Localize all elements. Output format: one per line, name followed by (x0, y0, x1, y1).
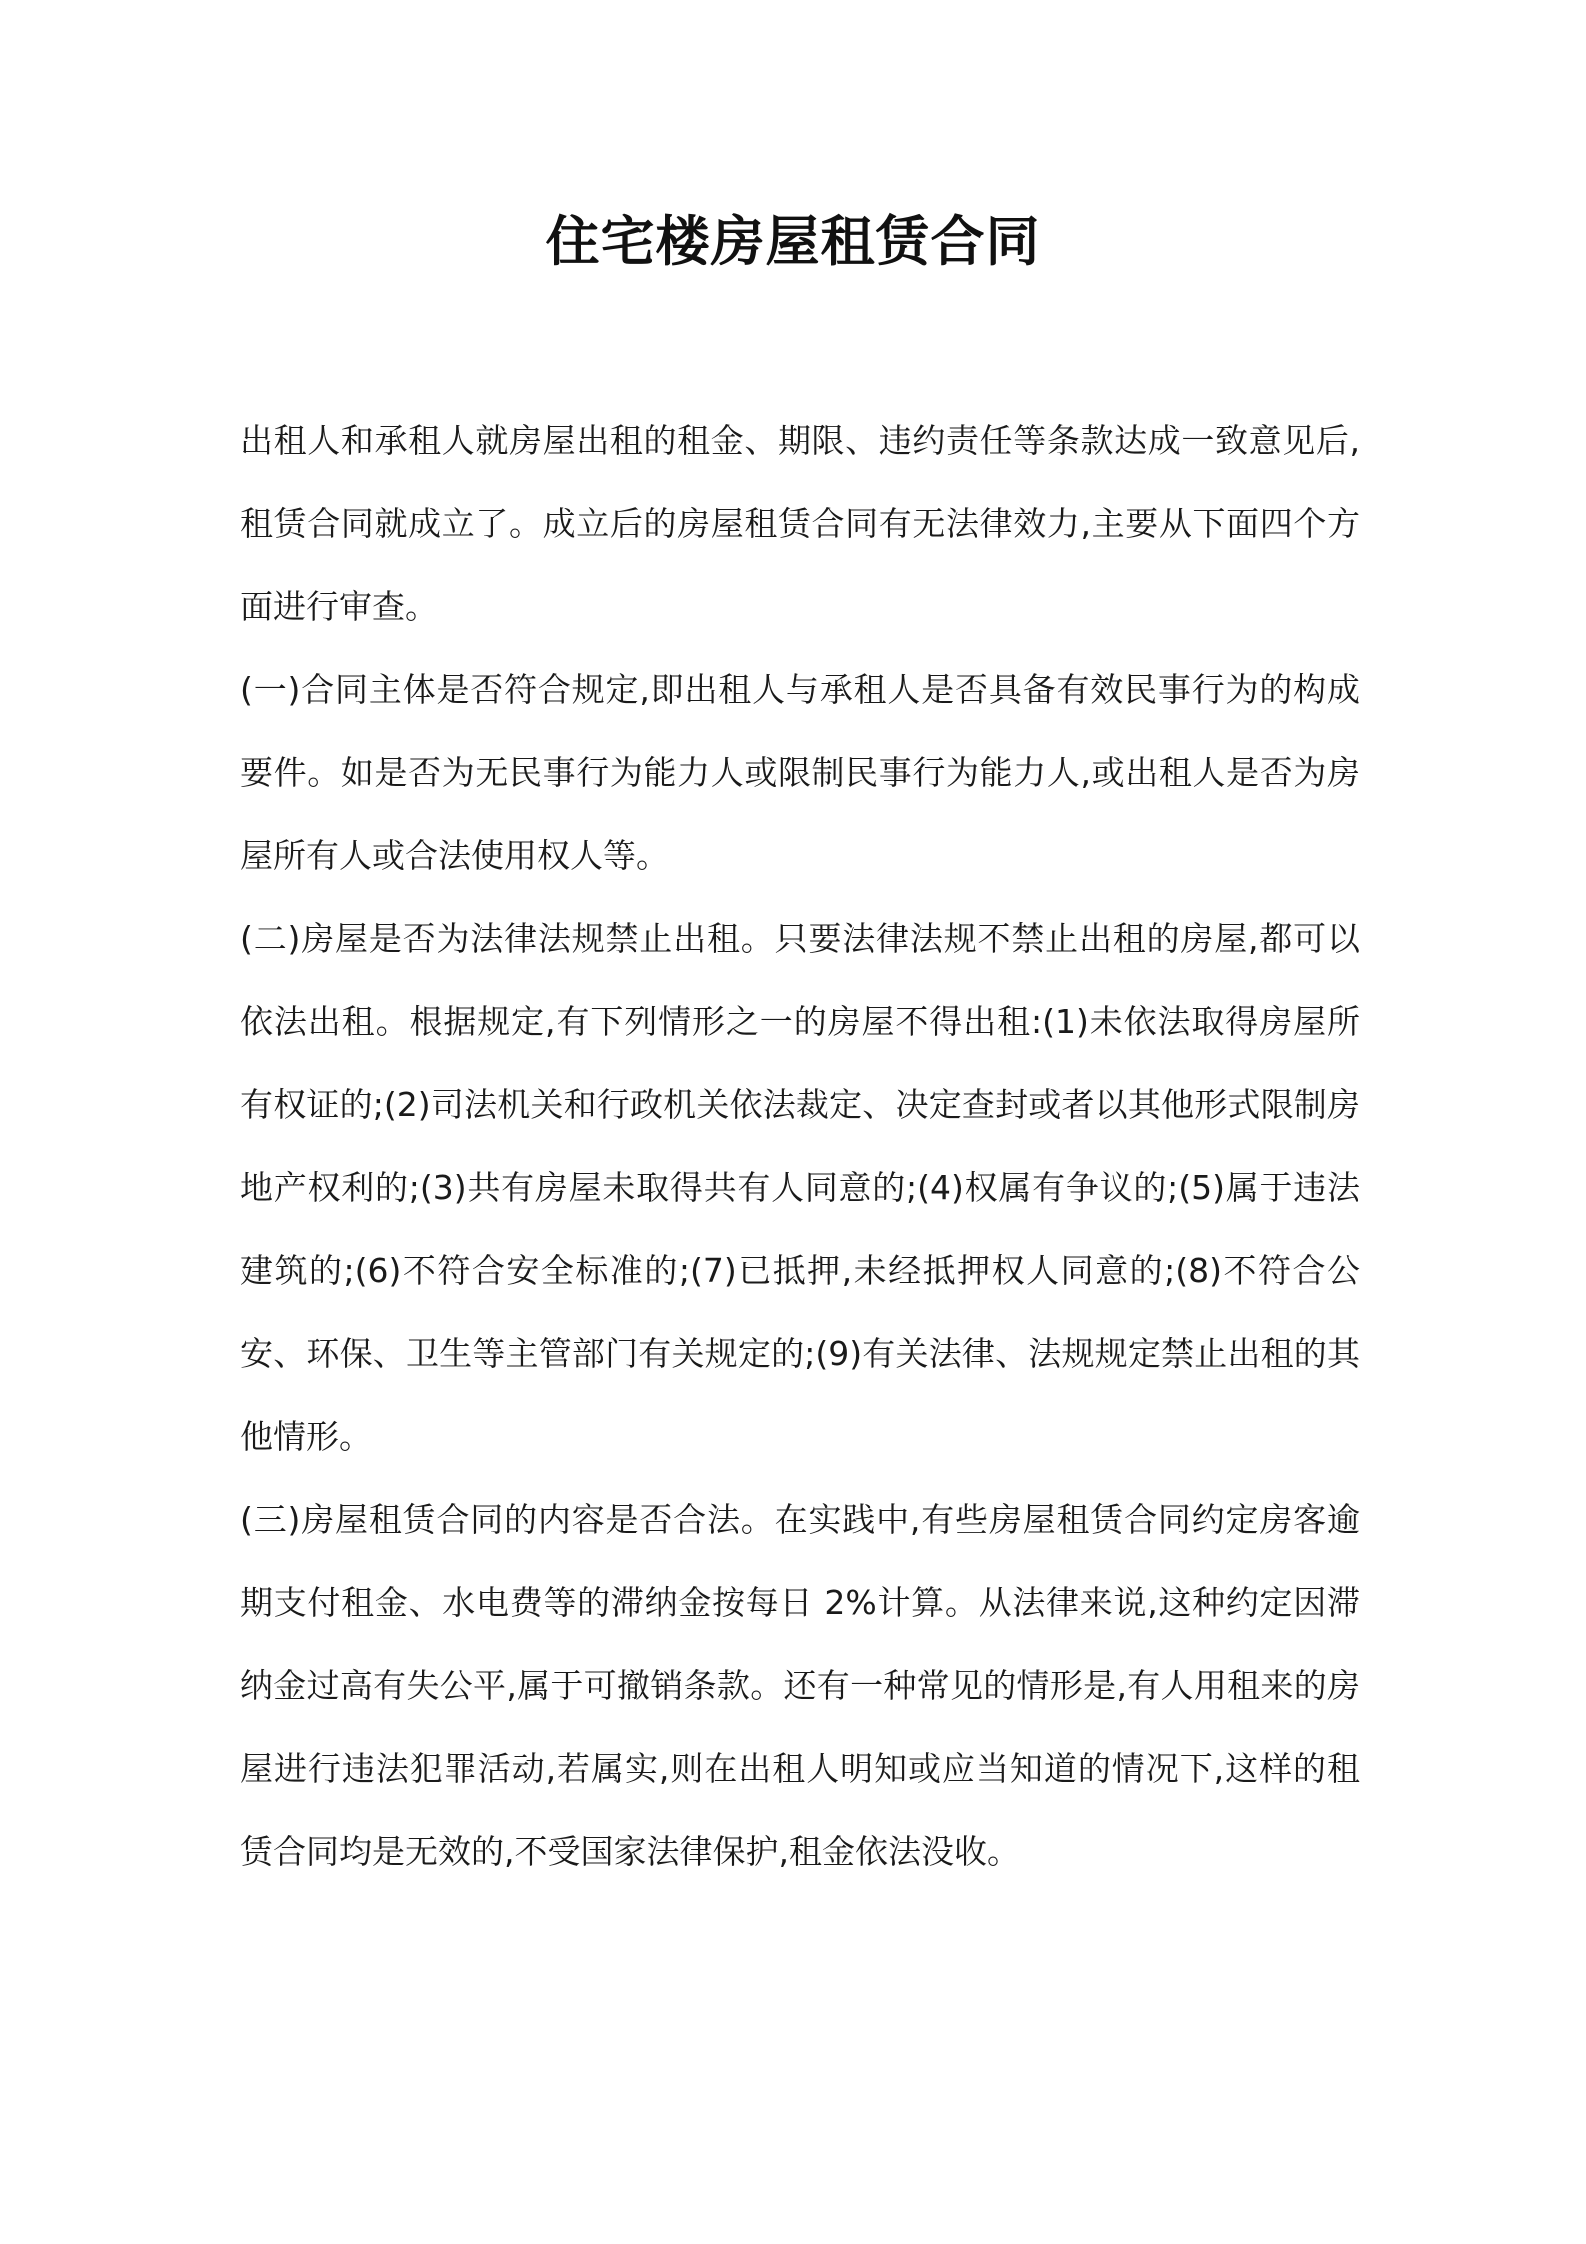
intro-paragraph: 出租人和承租人就房屋出租的租金、期限、违约责任等条款达成一致意见后,租赁合同就成立了。成立后的房屋租赁合同有无法律效力,主要从下面四个方面进行审查。 (240, 421, 1360, 626)
section-one-paragraph: (一)合同主体是否符合规定,即出租人与承租人是否具备有效民事行为的构成要件。如是否为无民事行为能力人或限制民事行为能力人,或出租人是否为房屋所有人或合法使用权人等。 (240, 670, 1360, 875)
document-title: 住宅楼房屋租赁合同 (545, 210, 1041, 273)
section-two-paragraph: (二)房屋是否为法律法规禁止出租。只要法律法规不禁止出租的房屋,都可以依法出租。根据规定,有下列情形之一的房屋不得出租:(1)未依法取得房屋所有权证的;(2)司法机关和行政机关依法裁定、决定查封或者以其他形式限制房地产权利的;(3)共有房屋未取得共有人同意的;(4)权属有争议的;(5)属于违法建筑的;(6)不符合安全标准的;(7)已抵押,未经抵押权人同意的;(8)不符合公安、环保、卫生等主管部门有关规定的;(9)有关法律、法规规定禁止出租的其他情形。 (240, 919, 1360, 1456)
document-body (240, 399, 1360, 1893)
section-three-paragraph: (三)房屋租赁合同的内容是否合法。在实践中,有些房屋租赁合同约定房客逾期支付租金、水电费等的滞纳金按每日 2%计算。从法律来说,这种约定因滞纳金过高有失公平,属于可撤销条款。还有一种常见的情形是,有人用租来的房屋进行违法犯罪活动,若属实,则在出租人明知或应当知道的情况下,这样的租赁合同均是无效的,不受国家法律保护,租金依法没收。 (240, 1500, 1360, 1871)
